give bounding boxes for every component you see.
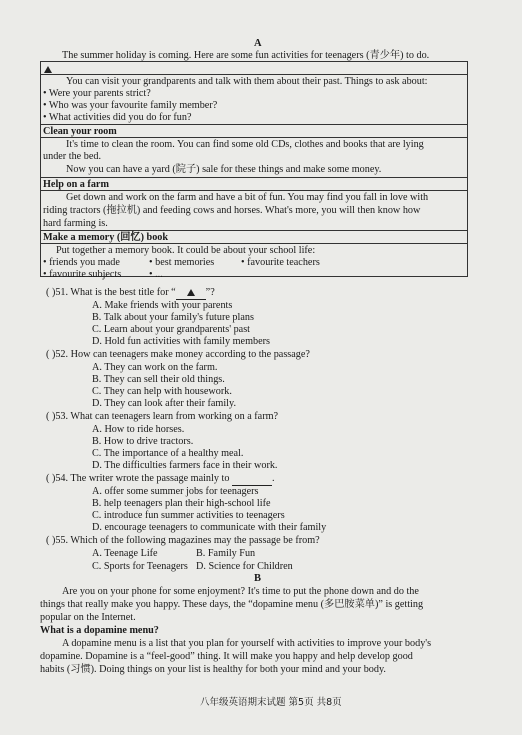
page-footer: 八年级英语期末试题 第5页 共8页 bbox=[200, 697, 342, 708]
memory-item: • friends you made bbox=[43, 257, 120, 268]
divider bbox=[40, 137, 468, 138]
section-a-label: A bbox=[254, 38, 262, 49]
question-54 bbox=[46, 473, 275, 486]
memory-item: • favourite teachers bbox=[241, 257, 320, 268]
option: C. introduce fun summer activities to teenagers bbox=[92, 510, 285, 521]
triangle-icon bbox=[44, 66, 52, 73]
option: D. encourage teenagers to communicate with their family bbox=[92, 522, 327, 533]
option: D. Science for Children bbox=[196, 561, 293, 572]
box-p2-line1: It's time to clean the room. You can find some old CDs, clothes and books that are lying bbox=[66, 139, 424, 150]
box-p3-line3: hard farming is. bbox=[43, 218, 108, 229]
option: B. Family Fun bbox=[196, 548, 256, 559]
box-p3-line2: riding tractors (拖拉机) and feeding cows and horses. What's more, you will then know how bbox=[43, 205, 421, 216]
option: D. Hold fun activities with family members bbox=[92, 336, 270, 347]
box-p1-line1: You can visit your grandparents and talk with them about their past. Things to ask about: bbox=[66, 76, 428, 87]
question-stem-end: ”? bbox=[205, 287, 215, 298]
option: D. They can look after their family. bbox=[92, 398, 236, 409]
option: C. They can help with housework. bbox=[92, 386, 232, 397]
option: B. How to drive tractors. bbox=[92, 436, 194, 447]
option: C. Sports for Teenagers bbox=[92, 561, 188, 572]
divider bbox=[40, 74, 468, 75]
memory-item: • ... bbox=[149, 269, 163, 280]
box-p1-line4: • What activities did you do for fun? bbox=[43, 112, 192, 123]
intro-text: The summer holiday is coming. Here are some fun activities for teenagers (青少年) to do. bbox=[62, 50, 430, 61]
answer-blank bbox=[176, 287, 206, 300]
b-para1-line1: Are you on your phone for some enjoyment? It's time to put the phone down and do the bbox=[62, 586, 419, 597]
question-53: ( )53. What can teenagers learn from working on a farm? bbox=[46, 411, 279, 422]
option: A. How to ride horses. bbox=[92, 424, 185, 435]
option: D. The difficulties farmers face in their work. bbox=[92, 460, 278, 471]
b-heading: What is a dopamine menu? bbox=[40, 625, 159, 636]
option: A. offer some summer jobs for teenagers bbox=[92, 486, 259, 497]
box-p2-line3: Now you can have a yard (院子) sale for these things and make some money. bbox=[66, 164, 382, 175]
heading-farm: Help on a farm bbox=[43, 179, 109, 190]
box-p2-line2: under the bed. bbox=[43, 151, 101, 162]
divider bbox=[40, 177, 468, 178]
option: C. Learn about your grandparents' past bbox=[92, 324, 250, 335]
divider bbox=[40, 190, 468, 191]
option: B. Talk about your family's future plans bbox=[92, 312, 254, 323]
box-p4-line1: Put together a memory book. It could be about your school life: bbox=[56, 245, 316, 256]
question-52: ( )52. How can teenagers make money according to the passage? bbox=[46, 349, 310, 360]
b-para2-line2: dopamine. Dopamine is a “feel-good” thing. It will make you happy and help develop good bbox=[40, 651, 413, 662]
divider bbox=[40, 230, 468, 231]
b-para2-line1: A dopamine menu is a list that you plan for yourself with activities to improve your body's bbox=[62, 638, 432, 649]
option: A. They can work on the farm. bbox=[92, 362, 218, 373]
box-p1-line3: • Who was your favourite family member? bbox=[43, 100, 218, 111]
b-para2-line3: habits (习惯). Doing things on your list is healthy for both your mind and your body. bbox=[40, 664, 386, 675]
b-para1-line3: popular on the Internet. bbox=[40, 612, 136, 623]
b-para1-line2: things that really make you happy. These days, the “dopamine menu (多巴胺菜单)” is getting bbox=[40, 599, 424, 610]
option: A. Teenage Life bbox=[92, 548, 158, 559]
option: B. They can sell their old things. bbox=[92, 374, 225, 385]
divider bbox=[40, 124, 468, 125]
option: C. The importance of a healthy meal. bbox=[92, 448, 244, 459]
heading-clean-room: Clean your room bbox=[43, 126, 117, 137]
question-55: ( )55. Which of the following magazines may the passage be from? bbox=[46, 535, 320, 546]
section-b-label: B bbox=[254, 573, 262, 584]
option: B. help teenagers plan their high-school life bbox=[92, 498, 271, 509]
question-stem: ( )54. The writer wrote the passage mainly to bbox=[46, 473, 230, 484]
question-stem-end: . bbox=[271, 473, 275, 484]
box-p3-line1: Get down and work on the farm and have a bit of fun. You may find you fall in love with bbox=[66, 192, 429, 203]
memory-item: • best memories bbox=[149, 257, 215, 268]
heading-memory-book: Make a memory (回忆) book bbox=[43, 232, 169, 243]
answer-blank bbox=[232, 473, 272, 486]
triangle-icon bbox=[187, 289, 195, 296]
box-p1-line2: • Were your parents strict? bbox=[43, 88, 151, 99]
question-stem: ( )51. What is the best title for “ bbox=[46, 287, 176, 298]
memory-item: • favourite subjects bbox=[43, 269, 122, 280]
question-51 bbox=[46, 287, 215, 300]
option: A. Make friends with your parents bbox=[92, 300, 233, 311]
divider bbox=[40, 243, 468, 244]
